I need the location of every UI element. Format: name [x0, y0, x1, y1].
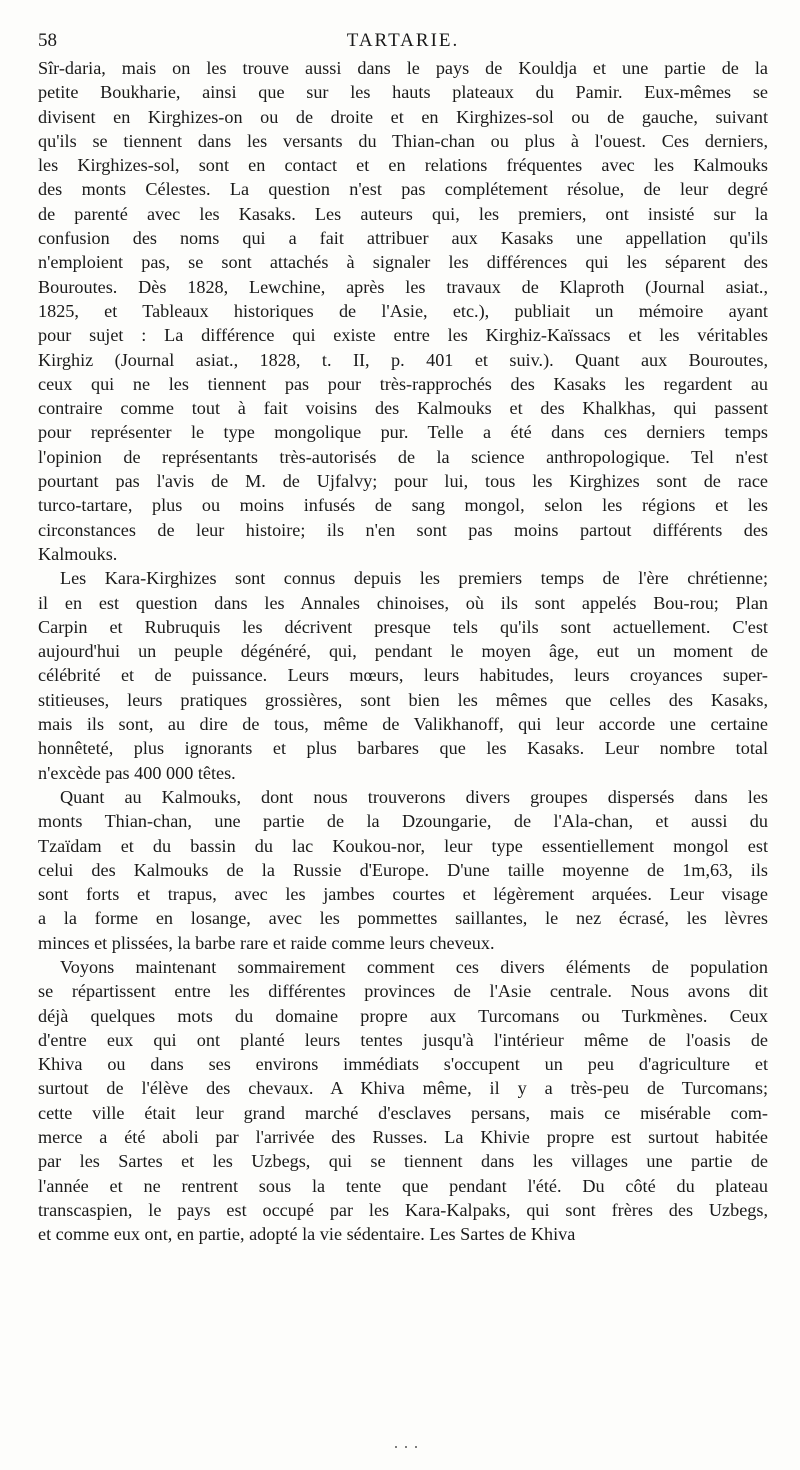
text-line: les Kirghizes-sol, sont en contact et en relations fréquentes avec les Kalmouks [38, 155, 768, 176]
text-line: et comme eux ont, en partie, adopté la vie sédentaire. Les Sartes de Khiva [38, 1224, 576, 1245]
text-line: circonstances de leur histoire; ils n'en sont pas moins partout différents des [38, 519, 768, 540]
text-line: monts Thian-chan, une partie de la Dzoungarie, de l'Ala-chan, et aussi du [38, 811, 768, 832]
text-line: turco-tartare, plus ou moins infusés de sang mongol, selon les régions et les [38, 495, 768, 516]
text-line: d'entre eux qui ont planté leurs tentes jusqu'à l'intérieur même de l'oasis de [38, 1029, 768, 1050]
text-line: honnêteté, plus ignorants et plus barbares que les Kasaks. Leur nombre total [38, 738, 768, 759]
text-line: Bouroutes. Dès 1828, Lewchine, après les travaux de Klaproth (Journal asiat., [38, 276, 768, 297]
text-line: mais ils sont, au dire de tous, même de Valikhanoff, qui leur accorde une certaine [38, 714, 768, 735]
text-line: contraire comme tout à fait voisins des Kalmouks et des Khalkhas, qui passent [38, 398, 768, 419]
text-line: se répartissent entre les différentes provinces de l'Asie centrale. Nous avons dit [38, 981, 768, 1002]
text-line: pour sujet : La différence qui existe entre les Kirghiz-Kaïssacs et les véritables [38, 325, 768, 346]
text-line: n'excède pas 400 000 têtes. [38, 762, 236, 783]
text-line: l'opinion de représentants très-autorisés de la science anthropologique. Tel n'est [38, 446, 768, 467]
text-line: célébrité et de puissance. Leurs mœurs, leurs habitudes, leurs croyances super- [38, 665, 768, 686]
text-line: qu'ils se tiennent dans les versants du Thian-chan ou plus à l'ouest. Ces derniers, [38, 130, 768, 151]
text-line: il en est question dans les Annales chinoises, où ils sont appelés Bou-rou; Plan [38, 592, 768, 613]
page-header [38, 30, 768, 58]
text-line: pour représenter le type mongolique pur. Telle a été dans ces derniers temps [38, 422, 768, 443]
footer-dots [395, 1440, 435, 1444]
body-text [38, 56, 768, 1247]
text-line: n'emploient pas, se sont attachés à signaler les différences qui les séparent des [38, 252, 768, 273]
text-line: merce a été aboli par l'arrivée des Russes. La Khivie propre est surtout habitée [38, 1127, 768, 1148]
text-line: stitieuses, leurs pratiques grossières, sont bien les mêmes que celles des Kasaks, [38, 689, 768, 710]
running-title: TARTARIE. [346, 30, 460, 51]
text-line: transcaspien, le pays est occupé par les Kara-Kalpaks, qui sont frères des Uzbegs, [38, 1199, 768, 1220]
paragraph [38, 785, 768, 955]
text-line: Kirghiz (Journal asiat., 1828, t. II, p. 401 et suiv.). Quant aux Bouroutes, [38, 349, 768, 370]
paragraph [38, 56, 768, 566]
text-line: Kalmouks. [38, 543, 118, 564]
text-line: a la forme en losange, avec les pommettes saillantes, le nez écrasé, les lèvres [38, 908, 768, 929]
text-line: l'année et ne rentrent sous la tente que pendant l'été. Du côté du plateau [38, 1175, 768, 1196]
text-line: Quant au Kalmouks, dont nous trouverons divers groupes dispersés dans les [60, 786, 768, 807]
text-line: déjà quelques mots du domaine propre aux Turcomans ou Turkmènes. Ceux [38, 1005, 768, 1026]
paragraph [38, 566, 768, 785]
text-line: Voyons maintenant sommairement comment ces divers éléments de population [60, 956, 768, 977]
text-line: confusion des noms qui a fait attribuer aux Kasaks une appellation qu'ils [38, 228, 768, 249]
text-line: 1825, et Tableaux historiques de l'Asie, etc.), publiait un mémoire ayant [38, 300, 768, 321]
paragraph [38, 955, 768, 1247]
text-line: pourtant pas l'avis de M. de Ujfalvy; pour lui, tous les Kirghizes sont de race [38, 471, 768, 492]
text-line: Tzaïdam et du bassin du lac Koukou-nor, leur type essentiellement mongol est [38, 835, 768, 856]
page-number: 58 [38, 30, 57, 51]
text-line: ceux qui ne les tiennent pas pour très-rapprochés des Kasaks les regardent au [38, 373, 768, 394]
text-line: Sîr-daria, mais on les trouve aussi dans le pays de Kouldja et une partie de la [38, 58, 768, 78]
text-line: divisent en Kirghizes-on ou de droite et en Kirghizes-sol ou de gauche, suivant [38, 106, 768, 127]
text-line: petite Boukharie, ainsi que sur les hauts plateaux du Pamir. Eux-mêmes se [38, 82, 768, 103]
text-line: des monts Célestes. La question n'est pas complétement résolue, de leur degré [38, 179, 768, 200]
text-line: par les Sartes et les Uzbegs, qui se tiennent dans les villages une partie de [38, 1151, 768, 1172]
text-line: cette ville était leur grand marché d'esclaves persans, mais ce misérable com- [38, 1102, 768, 1123]
text-line: de parenté avec les Kasaks. Les auteurs qui, les premiers, ont insisté sur la [38, 203, 768, 224]
text-line: surtout de l'élève des chevaux. A Khiva même, il y a très-peu de Turcomans; [38, 1078, 768, 1099]
text-line: Les Kara-Kirghizes sont connus depuis les premiers temps de l'ère chrétienne; [60, 568, 768, 589]
text-line: Khiva ou dans ses environs immédiats s'occupent un peu d'agriculture et [38, 1054, 768, 1075]
text-line: minces et plissées, la barbe rare et raide comme leurs cheveux. [38, 932, 495, 953]
text-line: Carpin et Rubruquis les décrivent presque tels qu'ils sont actuellement. C'est [38, 616, 768, 637]
text-line: aujourd'hui un peuple dégénéré, qui, pendant le moyen âge, eut un moment de [38, 641, 768, 662]
text-line: celui des Kalmouks de la Russie d'Europe. D'une taille moyenne de 1m,63, ils [38, 859, 768, 880]
text-line: sont forts et trapus, avec les jambes courtes et légèrement arquées. Leur visage [38, 884, 768, 905]
